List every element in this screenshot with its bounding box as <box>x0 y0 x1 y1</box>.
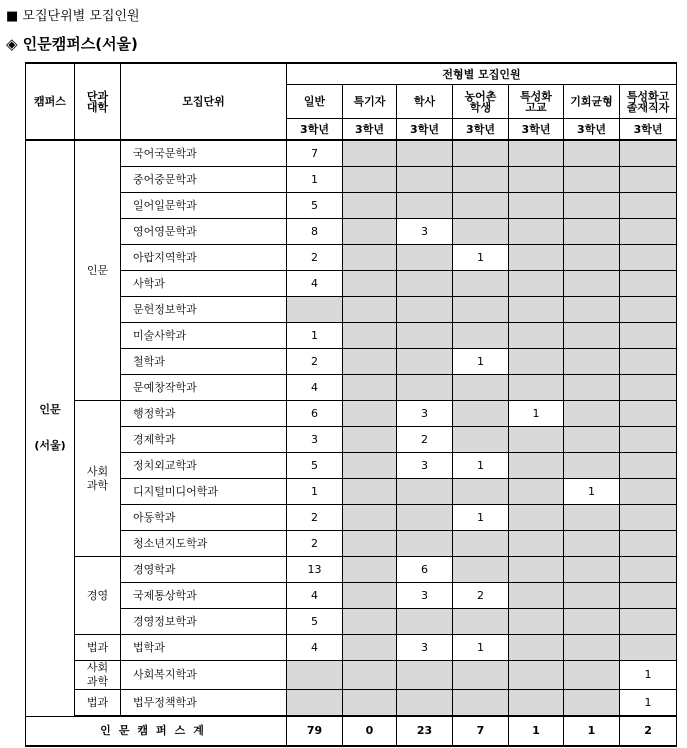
header-type-5: 기회균형 <box>564 85 620 119</box>
dept-name: 경제학과 <box>121 427 287 453</box>
quota-cell <box>453 323 509 349</box>
total-value: 0 <box>343 716 397 746</box>
quota-cell <box>564 401 620 427</box>
dept-name: 사회복지학과 <box>121 661 287 690</box>
dept-name: 국제통상학과 <box>121 583 287 609</box>
header-grade-2: 3학년 <box>397 119 453 141</box>
quota-cell <box>564 219 620 245</box>
dept-name: 철학과 <box>121 349 287 375</box>
quota-cell <box>453 219 509 245</box>
quota-cell <box>453 297 509 323</box>
header-grade-0: 3학년 <box>287 119 343 141</box>
quota-cell <box>564 349 620 375</box>
quota-cell: 1 <box>453 635 509 661</box>
quota-cell: 4 <box>287 375 343 401</box>
quota-cell <box>509 323 564 349</box>
quota-cell <box>564 323 620 349</box>
quota-cell <box>564 167 620 193</box>
dept-name: 청소년지도학과 <box>121 531 287 557</box>
dept-name: 문예창작학과 <box>121 375 287 401</box>
admission-quota-table <box>25 62 677 747</box>
quota-cell <box>343 609 397 635</box>
quota-cell <box>509 661 564 690</box>
quota-cell: 2 <box>287 245 343 271</box>
college-cell: 사회 과학 <box>75 661 121 690</box>
quota-cell <box>287 690 343 717</box>
quota-cell: 1 <box>287 479 343 505</box>
quota-cell: 8 <box>287 219 343 245</box>
quota-cell <box>397 140 453 167</box>
quota-cell <box>343 245 397 271</box>
dept-name: 행정학과 <box>121 401 287 427</box>
quota-cell <box>509 635 564 661</box>
quota-cell <box>564 505 620 531</box>
quota-cell <box>564 583 620 609</box>
quota-cell <box>397 375 453 401</box>
quota-cell <box>343 635 397 661</box>
section-heading: ■ 모집단위별 모집인원 <box>6 9 140 24</box>
quota-cell <box>620 557 677 583</box>
quota-cell <box>564 557 620 583</box>
quota-cell <box>620 479 677 505</box>
total-value: 79 <box>287 716 343 746</box>
college-cell: 인문 <box>75 140 121 401</box>
quota-cell <box>453 479 509 505</box>
quota-cell <box>453 531 509 557</box>
quota-cell <box>564 635 620 661</box>
total-value: 2 <box>620 716 677 746</box>
table-row <box>26 557 677 583</box>
quota-cell <box>509 219 564 245</box>
quota-cell <box>564 297 620 323</box>
quota-cell <box>343 427 397 453</box>
quota-cell <box>509 557 564 583</box>
quota-cell: 7 <box>287 140 343 167</box>
quota-cell: 1 <box>509 401 564 427</box>
header-type-3: 농어촌 학생 <box>453 85 509 119</box>
quota-cell <box>564 245 620 271</box>
quota-cell <box>564 453 620 479</box>
quota-cell <box>509 167 564 193</box>
quota-cell <box>287 297 343 323</box>
quota-cell <box>397 167 453 193</box>
dept-name: 디지털미디어학과 <box>121 479 287 505</box>
quota-cell: 5 <box>287 609 343 635</box>
quota-cell <box>620 193 677 219</box>
quota-cell: 2 <box>287 349 343 375</box>
quota-cell <box>620 323 677 349</box>
header-grade-1: 3학년 <box>343 119 397 141</box>
total-value: 1 <box>564 716 620 746</box>
dept-name: 아랍지역학과 <box>121 245 287 271</box>
table-row <box>26 453 677 479</box>
quota-cell <box>620 140 677 167</box>
table-row <box>26 193 677 219</box>
quota-cell <box>397 661 453 690</box>
quota-cell <box>343 193 397 219</box>
header-type-6: 특성화고 졸재직자 <box>620 85 677 119</box>
quota-cell <box>509 690 564 717</box>
college-cell: 사회 과학 <box>75 401 121 557</box>
quota-cell <box>620 427 677 453</box>
table-row <box>26 661 677 690</box>
quota-cell <box>564 375 620 401</box>
quota-cell <box>620 583 677 609</box>
total-row <box>26 716 677 746</box>
quota-cell <box>453 690 509 717</box>
quota-cell <box>287 661 343 690</box>
quota-cell: 13 <box>287 557 343 583</box>
total-value: 7 <box>453 716 509 746</box>
quota-cell: 1 <box>287 323 343 349</box>
quota-cell <box>343 479 397 505</box>
quota-cell <box>453 271 509 297</box>
table-row <box>26 349 677 375</box>
dept-name: 법무정책학과 <box>121 690 287 717</box>
quota-cell <box>509 375 564 401</box>
quota-cell: 6 <box>397 557 453 583</box>
quota-cell <box>509 140 564 167</box>
header-type-2: 학사 <box>397 85 453 119</box>
header-college: 단과 대학 <box>75 63 121 140</box>
quota-cell: 5 <box>287 193 343 219</box>
quota-cell: 1 <box>620 661 677 690</box>
total-value: 23 <box>397 716 453 746</box>
college-cell: 법과 <box>75 635 121 661</box>
table-row <box>26 583 677 609</box>
quota-cell <box>343 661 397 690</box>
quota-cell <box>564 661 620 690</box>
quota-cell <box>343 453 397 479</box>
quota-cell <box>620 505 677 531</box>
campus-name: 인문 <box>39 403 61 417</box>
quota-cell <box>620 219 677 245</box>
dept-name: 영어영문학과 <box>121 219 287 245</box>
dept-name: 경영정보학과 <box>121 609 287 635</box>
quota-cell <box>397 193 453 219</box>
quota-cell <box>343 401 397 427</box>
quota-cell: 2 <box>453 583 509 609</box>
quota-cell <box>343 219 397 245</box>
quota-cell <box>343 323 397 349</box>
quota-cell <box>564 690 620 717</box>
quota-cell: 1 <box>564 479 620 505</box>
quota-cell <box>620 245 677 271</box>
college-cell: 경영 <box>75 557 121 635</box>
quota-cell: 1 <box>287 167 343 193</box>
table-row <box>26 635 677 661</box>
quota-cell <box>453 427 509 453</box>
quota-cell <box>397 349 453 375</box>
table-row <box>26 401 677 427</box>
quota-cell <box>343 271 397 297</box>
quota-cell: 4 <box>287 583 343 609</box>
header-grade-4: 3학년 <box>509 119 564 141</box>
quota-cell <box>397 505 453 531</box>
dept-name: 아동학과 <box>121 505 287 531</box>
quota-cell <box>509 297 564 323</box>
quota-cell <box>397 531 453 557</box>
dept-name: 미술사학과 <box>121 323 287 349</box>
quota-cell <box>453 557 509 583</box>
table-row <box>26 219 677 245</box>
quota-cell <box>564 427 620 453</box>
quota-cell <box>453 193 509 219</box>
header-type-1: 특기자 <box>343 85 397 119</box>
total-value: 1 <box>509 716 564 746</box>
dept-name: 문헌정보학과 <box>121 297 287 323</box>
quota-cell: 1 <box>453 505 509 531</box>
quota-cell <box>509 531 564 557</box>
table-row <box>26 505 677 531</box>
quota-cell: 5 <box>287 453 343 479</box>
college-cell: 법과 <box>75 690 121 717</box>
quota-cell <box>453 140 509 167</box>
table-row <box>26 609 677 635</box>
header-grade-6: 3학년 <box>620 119 677 141</box>
header-grade-3: 3학년 <box>453 119 509 141</box>
quota-cell <box>620 167 677 193</box>
dept-name: 경영학과 <box>121 557 287 583</box>
quota-cell <box>509 193 564 219</box>
quota-cell <box>397 609 453 635</box>
dept-name: 사학과 <box>121 271 287 297</box>
quota-cell <box>620 349 677 375</box>
quota-cell: 3 <box>397 219 453 245</box>
table-row <box>26 140 677 167</box>
quota-cell <box>620 297 677 323</box>
quota-cell <box>509 453 564 479</box>
quota-cell <box>509 427 564 453</box>
header-type-0: 일반 <box>287 85 343 119</box>
quota-cell <box>620 375 677 401</box>
quota-cell <box>343 297 397 323</box>
header-campus: 캠퍼스 <box>26 63 75 140</box>
quota-cell <box>343 505 397 531</box>
quota-cell <box>343 557 397 583</box>
quota-cell: 3 <box>287 427 343 453</box>
quota-cell <box>453 167 509 193</box>
quota-cell: 3 <box>397 401 453 427</box>
quota-cell: 1 <box>620 690 677 717</box>
quota-cell <box>397 297 453 323</box>
header-grade-5: 3학년 <box>564 119 620 141</box>
table-row <box>26 690 677 717</box>
quota-cell <box>453 609 509 635</box>
quota-cell <box>397 690 453 717</box>
table-row <box>26 479 677 505</box>
table-row <box>26 167 677 193</box>
quota-cell <box>620 401 677 427</box>
quota-cell <box>453 401 509 427</box>
quota-cell <box>509 505 564 531</box>
table-row <box>26 323 677 349</box>
quota-cell: 1 <box>453 453 509 479</box>
quota-cell: 4 <box>287 271 343 297</box>
quota-cell <box>509 479 564 505</box>
quota-cell: 3 <box>397 583 453 609</box>
dept-name: 정치외교학과 <box>121 453 287 479</box>
header-unit: 모집단위 <box>121 63 287 140</box>
table-row <box>26 297 677 323</box>
dept-name: 국어국문학과 <box>121 140 287 167</box>
quota-cell: 2 <box>397 427 453 453</box>
header-type-4: 특성화 고교 <box>509 85 564 119</box>
quota-cell <box>564 609 620 635</box>
dept-name: 법학과 <box>121 635 287 661</box>
quota-cell <box>453 661 509 690</box>
quota-cell <box>620 635 677 661</box>
quota-cell: 1 <box>453 349 509 375</box>
quota-cell: 6 <box>287 401 343 427</box>
quota-cell: 1 <box>453 245 509 271</box>
quota-cell <box>453 375 509 401</box>
campus-location: (서울) <box>34 439 66 453</box>
quota-cell <box>564 531 620 557</box>
table-row <box>26 375 677 401</box>
quota-cell: 3 <box>397 635 453 661</box>
quota-cell <box>343 375 397 401</box>
quota-cell: 3 <box>397 453 453 479</box>
quota-cell <box>343 690 397 717</box>
quota-cell <box>564 271 620 297</box>
quota-cell <box>564 140 620 167</box>
table-row <box>26 427 677 453</box>
quota-cell <box>397 271 453 297</box>
quota-cell <box>620 609 677 635</box>
quota-cell <box>343 140 397 167</box>
header-group: 전형별 모집인원 <box>287 63 677 85</box>
quota-cell <box>620 531 677 557</box>
quota-cell: 2 <box>287 505 343 531</box>
quota-cell <box>343 583 397 609</box>
total-label: 인문캠퍼스계 <box>26 716 287 746</box>
dept-name: 일어일문학과 <box>121 193 287 219</box>
quota-cell: 4 <box>287 635 343 661</box>
quota-cell <box>620 271 677 297</box>
quota-cell <box>564 193 620 219</box>
quota-cell <box>343 531 397 557</box>
dept-name: 중어중문학과 <box>121 167 287 193</box>
quota-cell <box>397 245 453 271</box>
quota-cell <box>509 271 564 297</box>
quota-cell <box>397 323 453 349</box>
quota-cell <box>343 349 397 375</box>
campus-heading: ◈ 인문캠퍼스(서울) <box>6 35 138 53</box>
quota-cell <box>343 167 397 193</box>
quota-cell: 2 <box>287 531 343 557</box>
quota-cell <box>509 349 564 375</box>
quota-cell <box>620 453 677 479</box>
quota-cell <box>509 583 564 609</box>
quota-cell <box>509 609 564 635</box>
quota-cell <box>397 479 453 505</box>
table-row <box>26 245 677 271</box>
table-row <box>26 271 677 297</box>
campus-cell <box>26 140 75 716</box>
quota-cell <box>509 245 564 271</box>
table-row <box>26 531 677 557</box>
